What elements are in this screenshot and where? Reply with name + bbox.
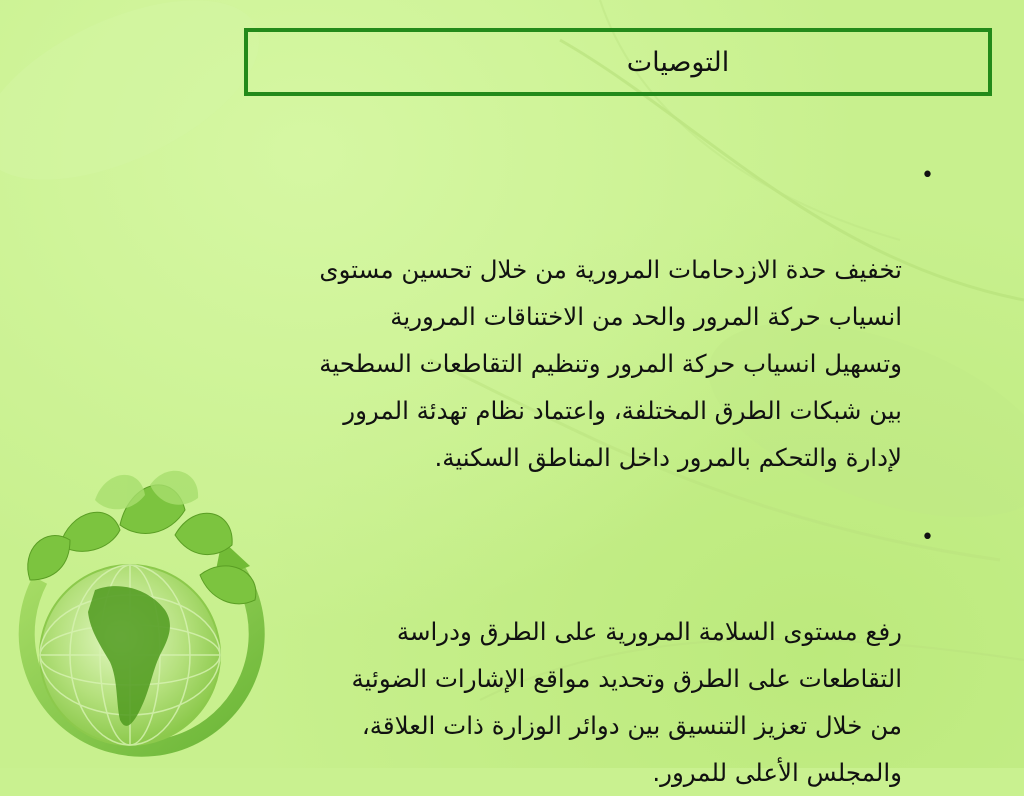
bullet-text: تخفيف حدة الازدحامات المرورية من خلال تحسين مستوى انسياب حركة المرور والحد من الاختناقات المرورية وتسهيل انسياب حركة المرور وتنظيم التقاطعات السطحية بين شبكات الطرق المختلفة، واعتماد نظام تهدئة المرور لإدارة والتحكم بالمرور داخل المناطق السكنية. — [319, 255, 902, 472]
bullet-list — [236, 152, 936, 796]
bullet-marker: • — [921, 525, 934, 550]
title-box — [244, 28, 992, 96]
slide-title: التوصيات — [626, 46, 730, 78]
bullet-item — [236, 514, 936, 796]
globe-icon — [0, 440, 290, 770]
bullet-item — [236, 152, 936, 481]
bullet-marker: • — [921, 163, 934, 188]
bullet-text: رفع مستوى السلامة المرورية على الطرق ودراسة التقاطعات على الطرق وتحديد مواقع الإشارات الضوئية من خلال تعزيز التنسيق بين دوائر الوزارة ذات العلاقة، والمجلس الأعلى للمرور. — [351, 617, 902, 787]
